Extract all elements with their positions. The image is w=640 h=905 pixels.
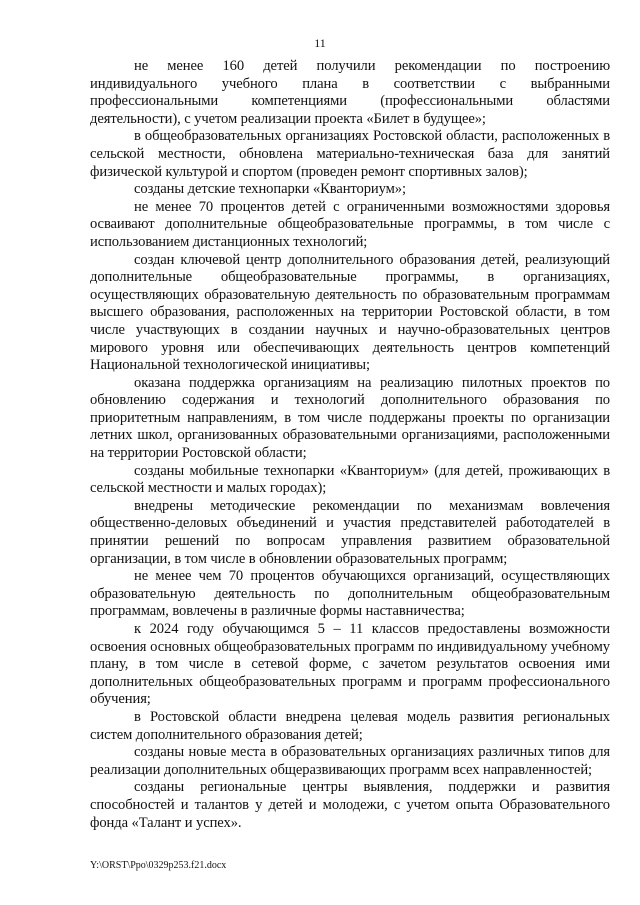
document-body (90, 58, 610, 832)
paragraph: создан ключевой центр дополнительного образования детей, реализующий дополнительные общеобразовательные программы, в организациях, осуществляющих образовательную деятельность по образовательным программам высшего образования, расположенных на территории Ростовской области, в том числе участвующих в создании научных и научно-образовательных центров мирового уровня или обеспечивающих деятельность центров компетенций Национальной технологической инициативы; (90, 251, 610, 374)
paragraph: созданы детские технопарки «Кванториум»; (134, 181, 406, 198)
page-number: 11 (314, 36, 326, 50)
paragraph: оказана поддержка организациям на реализацию пилотных проектов по обновлению содержания и технологий дополнительного образования по приоритетным направлениям, в том числе поддержаны проекты по организации летних школ, организованных образовательными организациями, расположенными на территории Ростовской области; (90, 374, 610, 462)
paragraph: созданы новые места в образовательных организациях различных типов для реализации дополнительных общеразвивающих программ всех направленностей; (90, 744, 610, 778)
file-path-footer: Y:\ORST\Ppo\0329p253.f21.docx (90, 860, 227, 871)
paragraph: в Ростовской области внедрена целевая модель развития региональных систем дополнительного образования детей; (90, 708, 610, 743)
paragraph: не менее чем 70 процентов обучающихся организаций, осуществляющих образовательную деятельность по дополнительным общеобразовательным программам, вовлечены в различные формы наставничества; (90, 568, 610, 620)
paragraph: не менее 160 детей получили рекомендации по построению индивидуального учебного плана в соответствии с выбранными профессиональными компетенциями (профессиональными областями деятельности), с учетом реализации проекта «Билет в будущее»; (90, 58, 610, 127)
paragraph: созданы региональные центры выявления, поддержки и развития способностей и талантов у детей и молодежи, с учетом опыта Образовательного фонда «Талант и успех». (90, 779, 610, 831)
paragraph: внедрены методические рекомендации по механизмам вовлечения общественно-деловых объединений и участия представителей работодателей в принятии решений по вопросам управления развитием образовательной организации, в том числе в обновлении образовательных программ; (90, 497, 610, 567)
paragraph: не менее 70 процентов детей с ограниченными возможностями здоровья осваивают дополнительные общеобразовательные программы, в том числе с использованием дистанционных технологий; (90, 198, 610, 250)
paragraph: к 2024 году обучающимся 5 – 11 классов предоставлены возможности освоения основных общеобразовательных программ по индивидуальному учебному плану, в том числе в сетевой форме, с зачетом результатов освоения ими дополнительных общеобразовательных программ и программ профессионального обучения; (90, 621, 610, 708)
paragraph: в общеобразовательных организациях Ростовской области, расположенных в сельской местности, обновлена материально-техническая база для занятий физической культурой и спортом (проведен ремонт спортивных залов); (90, 128, 610, 180)
paragraph: созданы мобильные технопарки «Кванториум» (для детей, проживающих в сельской местности и малых городах); (90, 462, 610, 497)
